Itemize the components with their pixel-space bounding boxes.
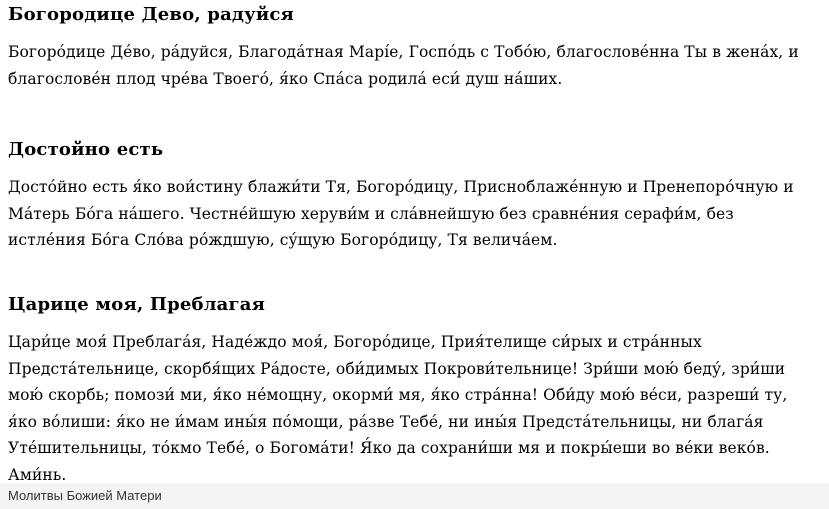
prayer-title-tsaritse-moya: Царице моя, Преблагая	[8, 294, 266, 315]
prayer-text-dostoyno-est: Досто́йно есть я́ко вои́стину блажи́ти Тя, Богоро́дицу, Присноблаже́нную и Пренепоро́чную и Ма́терь Бо́га на́шего. Честне́йшую херуви́м и сла́внейшую без сравне́ния серафи́м, без истле́ния Бо́га Сло́ва ро́ждшую, су́щую Богоро́дицу, Тя велича́ем.	[8, 178, 794, 249]
image-caption-bar	[0, 483, 829, 509]
prayer-title-dostoyno-est: Достойно есть	[8, 139, 164, 160]
image-caption: Молитвы Божией Матери	[8, 488, 162, 503]
prayer-text-bogoroditse-devo: Богоро́дице Де́во, ра́дуйся, Благода́тная Марі́е, Госпо́дь с Тобо́ю, благослове́нна Ты в жена́х, и благослове́н плод чре́ва Твоего́, я́ко Спа́са родила́ еси́ душ на́ших.	[8, 43, 799, 88]
prayer-text-tsaritse-moya: Цари́це моя́ Преблага́я, Наде́ждо моя́, Богоро́дице, Прия́телище си́рых и стра́нных Предста́тельнице, скорбя́щих Ра́досте, оби́димых Покрови́тельнице! Зри́ши мою́ беду́, зри́ши мою́ скорбь; помози́ ми, я́ко не́мощну, окорми́ мя, я́ко стра́нна! Оби́ду мою́ ве́си, разреши́ ту, я́ко во́лиши: я́ко не и́мам ины́я по́мощи, ра́зве Тебе́, ни ины́я Предста́тельницы, ни блага́я Уте́шительницы, то́кмо Тебе́, о Богома́ти! Я́ко да сохрани́ши мя и покры́еши во ве́ки веко́в. Ами́нь.	[8, 333, 788, 484]
prayer-title-bogoroditse-devo: Богородице Дево, радуйся	[8, 4, 295, 25]
